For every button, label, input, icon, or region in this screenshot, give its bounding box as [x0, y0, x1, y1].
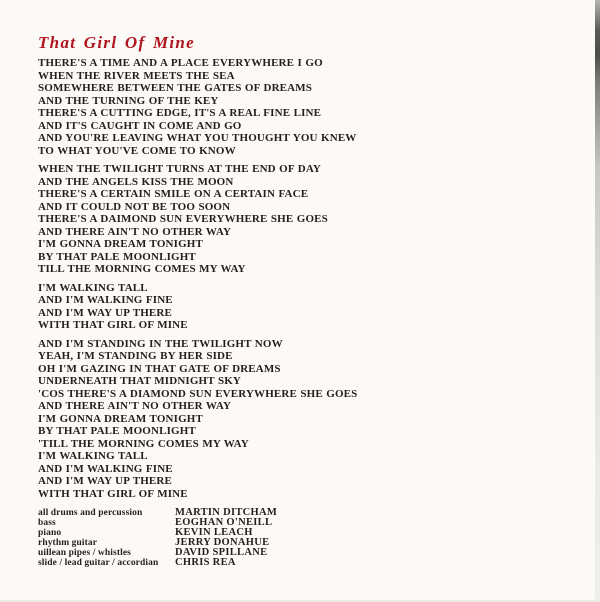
lyric-line: AND I'M WAY UP THERE [38, 306, 172, 319]
credit-instrument: all drums and percussion [38, 508, 143, 518]
credit-instrument: piano [38, 528, 62, 538]
song-title: That Girl Of Mine [38, 33, 196, 52]
stanza-4 [38, 338, 578, 501]
lyric-line: 'TILL THE MORNING COMES MY WAY [38, 437, 249, 450]
stanza-3 [38, 282, 578, 332]
lyric-line: YEAH, I'M STANDING BY HER SIDE [38, 350, 233, 362]
credit-row [38, 508, 578, 518]
lyric-line: OH I'M GAZING IN THAT GATE OF DREAMS [38, 362, 281, 375]
lyric-line: WITH THAT GIRL OF MINE [38, 319, 188, 331]
credit-musician: EOGHAN O'NEILL [175, 517, 273, 528]
lyric-line: AND THE TURNING OF THE KEY [38, 94, 219, 107]
stanza-1 [38, 57, 578, 157]
lyric-line: AND I'M WALKING FINE [38, 462, 173, 475]
lyric-line: BY THAT PALE MOONLIGHT [38, 425, 196, 437]
lyric-line: BY THAT PALE MOONLIGHT [38, 250, 196, 263]
scan-edge-shadow [595, 0, 600, 602]
credit-instrument: uillean pipes / whistles [38, 548, 131, 558]
lyric-line: AND IT COULD NOT BE TOO SOON [38, 200, 231, 213]
lyric-line: AND THERE AIN'T NO OTHER WAY [38, 225, 232, 238]
credit-musician: DAVID SPILLANE [175, 547, 268, 558]
lyric-line: AND THERE AIN'T NO OTHER WAY [38, 400, 232, 412]
lyric-line: TILL THE MORNING COMES MY WAY [38, 263, 246, 275]
credit-musician: MARTIN DITCHAM [175, 507, 278, 518]
lyric-line: AND YOU'RE LEAVING WHAT YOU THOUGHT YOU KNEW [38, 132, 357, 144]
lyric-line: 'COS THERE'S A DIAMOND SUN EVERYWHERE SHE GOES [38, 387, 358, 400]
lyric-line: AND THE ANGELS KISS THE MOON [38, 175, 234, 188]
credit-row [38, 558, 578, 568]
lyric-line: I'M WALKING TALL [38, 450, 148, 462]
stanza-2 [38, 163, 578, 276]
lyric-line: UNDERNEATH THAT MIDNIGHT SKY [38, 375, 242, 387]
lyric-line: AND I'M WAY UP THERE [38, 475, 172, 487]
credits-block [38, 508, 578, 568]
credit-row [38, 528, 578, 538]
lyric-line: SOMEWHERE BETWEEN THE GATES OF DREAMS [38, 82, 313, 94]
credit-row [38, 548, 578, 558]
lyric-line: I'M WALKING TALL [38, 281, 148, 294]
lyric-line: I'M GONNA DREAM TONIGHT [38, 238, 203, 250]
lyric-line: THERE'S A DAIMOND SUN EVERYWHERE SHE GOES [38, 213, 328, 225]
lyric-line: AND I'M STANDING IN THE TWILIGHT NOW [38, 337, 283, 350]
lyric-line: WHEN THE TWILIGHT TURNS AT THE END OF DAY [38, 163, 321, 175]
credit-instrument: rhythm guitar [38, 538, 98, 548]
lyric-line: I'M GONNA DREAM TONIGHT [38, 412, 203, 425]
page-content [38, 33, 578, 568]
credit-instrument: slide / lead guitar / accordian [38, 558, 159, 568]
lyric-line: WHEN THE RIVER MEETS THE SEA [38, 69, 235, 82]
credit-row [38, 518, 578, 528]
lyric-line: AND IT'S CAUGHT IN COME AND GO [38, 119, 242, 132]
lyric-line: WITH THAT GIRL OF MINE [38, 487, 188, 500]
lyric-line: THERE'S A CUTTING EDGE, IT'S A REAL FINE LINE [38, 107, 322, 119]
lyric-line: AND I'M WALKING FINE [38, 294, 173, 306]
lyric-line: TO WHAT YOU'VE COME TO KNOW [38, 144, 236, 157]
lyric-line: THERE'S A CERTAIN SMILE ON A CERTAIN FACE [38, 188, 309, 200]
credit-musician: JERRY DONAHUE [175, 537, 270, 548]
credit-instrument: bass [38, 518, 56, 528]
credit-row [38, 538, 578, 548]
lyrics-block [38, 57, 578, 500]
lyric-line: THERE'S A TIME AND A PLACE EVERYWHERE I GO [38, 57, 323, 69]
credit-musician: CHRIS REA [175, 557, 236, 568]
credit-musician: KEVIN LEACH [175, 527, 253, 538]
